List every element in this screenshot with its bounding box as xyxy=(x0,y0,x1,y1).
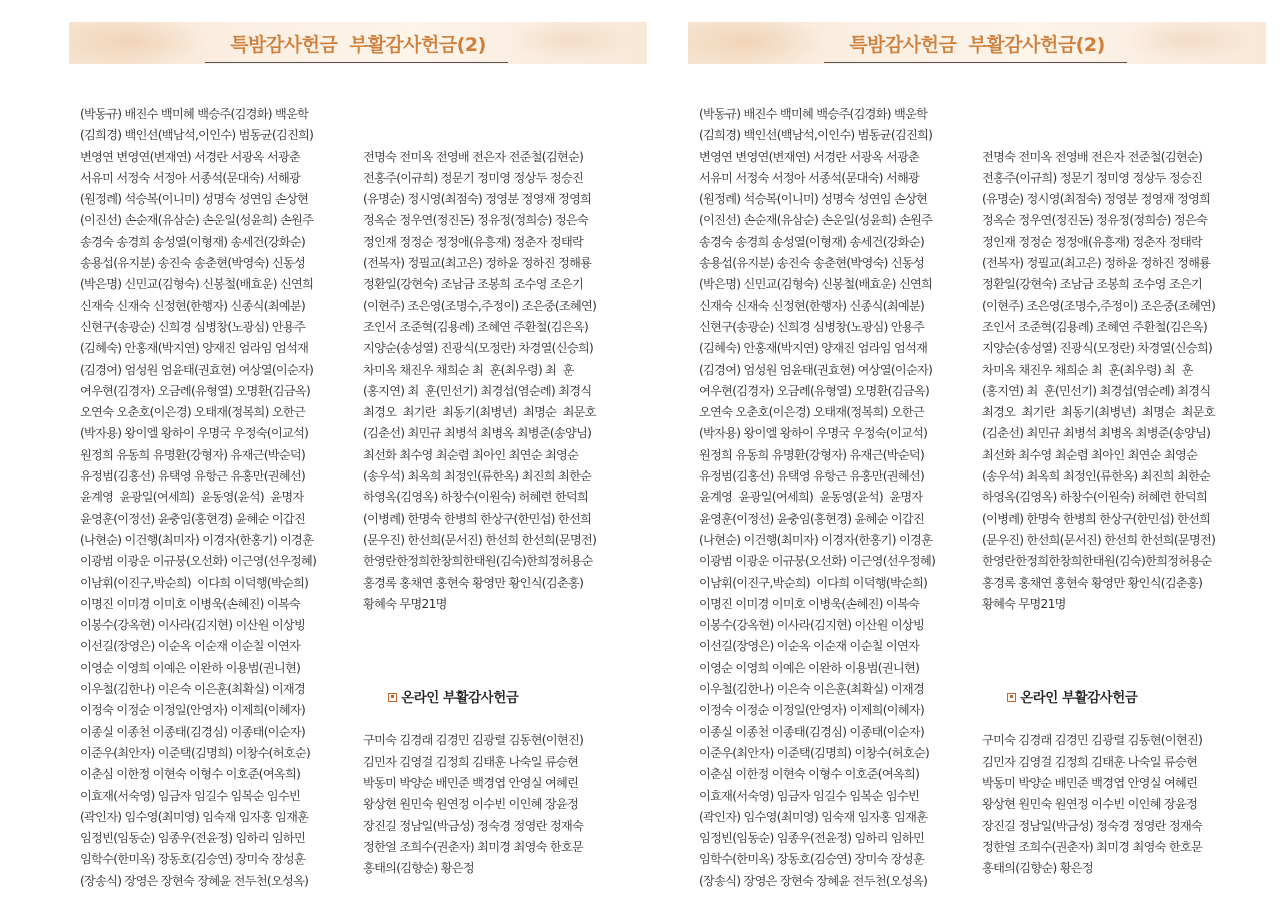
donor-line: (장송식) 장영은 장현숙 장혜윤 전두천(오성옥) xyxy=(699,873,928,888)
donor-line: 이종실 이종천 이종태(김경심) 이종태(이순자) xyxy=(80,724,306,739)
donor-line: 이효재(서숙영) 임금자 임길수 임복순 임수빈 xyxy=(699,788,920,803)
donor-line: 지양순(송성열) 진광식(모정란) 차경열(신승희) xyxy=(363,341,593,356)
donor-line: 이춘심 이한정 이현숙 이형수 이호준(여옥희) xyxy=(80,767,301,782)
donor-line: (홍지연) 최 훈(민선기) 최경섭(염순례) 최경식 xyxy=(982,383,1211,398)
donor-line: 여우현(김경자) 오금례(유형열) 오명환(김금옥) xyxy=(80,383,310,398)
donor-line: 이광범 이광운 이규붕(오선화) 이근영(선우정혜) xyxy=(80,554,317,569)
donor-line: 송경숙 송경희 송성열(이형재) 송세건(강화순) xyxy=(699,234,925,249)
donor-line: (원정례) 석승복(이니미) 성명숙 성연임 손상현 xyxy=(80,192,309,207)
donor-line: 왕상현 원민숙 원연정 이수빈 이인혜 장윤정 xyxy=(982,797,1198,812)
donor-line: 이선길(장영은) 이순옥 이순재 이순칠 이연자 xyxy=(80,639,301,654)
donor-line: 장진길 정남일(박금성) 정숙경 정영란 정재숙 xyxy=(363,818,584,833)
donor-line: 조인서 조준혁(김용례) 조혜연 주환철(김은옥) xyxy=(982,319,1208,334)
donor-line: 정한얼 조희수(권춘자) 최미경 최영숙 한호문 xyxy=(363,839,584,854)
donor-line: 유정범(김홍선) 유택영 유항근 유홍만(권혜선) xyxy=(80,469,306,484)
donor-list-left xyxy=(699,104,974,892)
donor-line: 변영연 변영연(변재연) 서경란 서광옥 서광춘 xyxy=(699,149,920,164)
donor-list-right xyxy=(982,104,1262,922)
donor-line: 유정범(김홍선) 유택영 유항근 유홍만(권혜선) xyxy=(699,469,925,484)
donor-line: 하영옥(김영옥) 하창수(이원숙) 허혜련 한덕희 xyxy=(363,490,589,505)
donor-line: (유명순) 정시영(최점숙) 정영분 정영재 정영희 xyxy=(982,192,1211,207)
donor-line: 정환일(강현숙) 조남금 조봉희 조수영 조은기 xyxy=(363,277,584,292)
donor-line: 지양순(송성열) 진광식(모정란) 차경열(신승희) xyxy=(982,341,1212,356)
donor-line: 이효재(서숙영) 임금자 임길수 임복순 임수빈 xyxy=(80,788,301,803)
donor-line: 윤계영 윤광일(여세희) 윤동영(윤석) 윤명자 xyxy=(699,490,923,505)
donor-line: (김춘선) 최민규 최병석 최병옥 최병준(송양님) xyxy=(363,426,592,441)
donor-line: 김민자 김영걸 김정희 김태훈 나숙일 류승현 xyxy=(363,754,579,769)
square-bullet-icon xyxy=(388,693,397,702)
title-underline xyxy=(205,62,508,63)
donor-line: 송경숙 송경희 송성열(이형재) 송세건(강화순) xyxy=(80,234,306,249)
donor-line: 차미옥 채진우 채희순 최 훈(최우령) 최 훈 xyxy=(363,362,574,377)
donor-line: 구미숙 김경래 김경민 김광렬 김동현(이현진) xyxy=(982,733,1203,748)
donor-line: 이영순 이영희 이예은 이완하 이용범(권니현) xyxy=(80,660,301,675)
donor-line: (박동규) 배진수 백미혜 백승주(김경화) 백운학 xyxy=(80,107,309,121)
donor-line: (홍지연) 최 훈(민선기) 최경섭(염순례) 최경식 xyxy=(363,383,592,398)
donor-line: 최경오 최기란 최동기(최병년) 최명순 최문호 xyxy=(363,405,596,420)
donor-line: 임학수(한미옥) 장동호(김승연) 장미숙 장성훈 xyxy=(699,852,925,867)
donor-line: 최선화 최수영 최순렴 최아인 최연순 최영순 xyxy=(363,447,579,462)
donor-line: 송용섭(유지분) 송진숙 송춘현(박영숙) 신동성 xyxy=(80,256,306,271)
donor-line: 정인재 정정순 정정애(유흥재) 정춘자 정태락 xyxy=(982,234,1203,249)
donor-line: 차미옥 채진우 채희순 최 훈(최우령) 최 훈 xyxy=(982,362,1193,377)
donor-line: 이남휘(이진구,박순희) 이다희 이덕행(박순희) xyxy=(80,575,309,590)
donor-line: 홍경록 홍채연 홍현숙 황영만 황인식(김춘홍) xyxy=(363,575,584,590)
donor-line: 원정희 유동희 유명환(강형자) 유재근(박순덕) xyxy=(80,447,306,462)
donor-line: 윤영훈(이정선) 윤충임(홍현경) 윤혜순 이갑진 xyxy=(699,511,925,526)
donor-line: 오연숙 오춘호(이은경) 오태재(정복희) 오한근 xyxy=(699,405,925,420)
donor-line: 이춘심 이한정 이현숙 이형수 이호준(여옥희) xyxy=(699,767,920,782)
donor-line: 이명진 이미경 이미호 이병욱(손혜진) 이복숙 xyxy=(699,596,920,611)
donor-line: 정환일(강현숙) 조남금 조봉희 조수영 조은기 xyxy=(982,277,1203,292)
donor-line: 이영순 이영희 이예은 이완하 이용범(권니현) xyxy=(699,660,920,675)
donor-line: 김민자 김영걸 김정희 김태훈 나숙일 류승현 xyxy=(982,754,1198,769)
donor-line: (유명순) 정시영(최점숙) 정영분 정영재 정영희 xyxy=(363,192,592,207)
online-offering-title: 온라인 부활감사헌금 xyxy=(1020,689,1138,706)
donor-line: 전명숙 전미옥 전영배 전은자 전준철(김현순) xyxy=(363,149,584,164)
donor-line: 한영란한정희한창희한태원(김숙)한희정허용순 xyxy=(363,554,593,569)
donor-line: 홍태의(김향순) 황은정 xyxy=(363,861,474,876)
donor-line: 윤계영 윤광일(여세희) 윤동영(윤석) 윤명자 xyxy=(80,490,304,505)
donor-line: (장송식) 장영은 장현숙 장혜윤 전두천(오성옥) xyxy=(80,873,309,888)
donor-line: 서유미 서정숙 서정아 서종석(문대숙) 서해광 xyxy=(699,170,920,185)
donor-line: 임학수(한미옥) 장동호(김승연) 장미숙 장성훈 xyxy=(80,852,306,867)
donor-list-left xyxy=(80,104,355,892)
online-offering-heading xyxy=(363,661,643,706)
donor-line: 박동미 박양순 배민준 백경엽 안영실 여혜린 xyxy=(363,775,579,790)
title-banner xyxy=(69,22,647,64)
title-underline xyxy=(824,62,1127,63)
donor-line: (전복자) 정필교(최고은) 정하윤 정하진 정해룡 xyxy=(363,256,592,271)
donor-line: (이진선) 손순재(유삼순) 손운일(성윤희) 손원주 xyxy=(80,213,314,228)
donor-line: 여우현(김경자) 오금례(유형열) 오명환(김금옥) xyxy=(699,383,929,398)
donor-line: 임정빈(임동순) 임종우(전윤정) 임하리 임하민 xyxy=(699,831,925,846)
donor-line: (곽인자) 임수영(최미영) 임숙재 임자홍 임재훈 xyxy=(80,809,309,824)
donor-line: 최선화 최수영 최순렴 최아인 최연순 최영순 xyxy=(982,447,1198,462)
donor-line: 이준우(최안자) 이준택(김명희) 이창수(허호순) xyxy=(699,745,929,760)
donor-line: (이현주) 조은영(조명수,주정이) 조은중(조혜연) xyxy=(982,298,1216,313)
donor-line: 전홍주(이규희) 정문기 정미영 정상두 정승진 xyxy=(982,170,1203,185)
donor-line: 전명숙 전미옥 전영배 전은자 전준철(김현순) xyxy=(982,149,1203,164)
donor-line: 전홍주(이규희) 정문기 정미영 정상두 정승진 xyxy=(363,170,584,185)
donor-line: 하영옥(김영옥) 하창수(이원숙) 허혜련 한덕희 xyxy=(982,490,1208,505)
donor-line: 이선길(장영은) 이순옥 이순재 이순칠 이연자 xyxy=(699,639,920,654)
donor-line: 이종실 이종천 이종태(김경심) 이종태(이순자) xyxy=(699,724,925,739)
donor-line: (박자용) 왕이엘 왕하이 우명국 우정숙(이교석) xyxy=(699,426,928,441)
donor-line: (문우진) 한선희(문서진) 한선희 한선희(문명전) xyxy=(363,532,597,547)
donor-line: (김희경) 백인선(백남석,이인수) 범동균(김진희) xyxy=(699,128,933,143)
donor-line: (이병례) 한명숙 한병희 한상구(한민섭) 한선희 xyxy=(363,511,592,526)
online-donor-list xyxy=(982,730,1262,879)
donor-line: 이남휘(이진구,박순희) 이다희 이덕행(박순희) xyxy=(699,575,928,590)
donor-line: 장진길 정남일(박금성) 정숙경 정영란 정재숙 xyxy=(982,818,1203,833)
donor-line: 신재숙 신재숙 신정현(한행자) 신종식(최예분) xyxy=(699,298,925,313)
donor-line: 조인서 조준혁(김용례) 조혜연 주환철(김은옥) xyxy=(363,319,589,334)
donor-line: (김혜숙) 안홍재(박지연) 양재진 엄라임 엄석재 xyxy=(699,341,928,356)
page-right xyxy=(688,0,1266,909)
donor-line: 원정희 유동희 유명환(강형자) 유재근(박순덕) xyxy=(699,447,925,462)
donor-line: (박은명) 신민교(김형숙) 신봉철(배효운) 신연희 xyxy=(699,277,933,292)
online-offering-title: 온라인 부활감사헌금 xyxy=(401,689,519,706)
donor-line: 홍경록 홍채연 홍현숙 황영만 황인식(김춘홍) xyxy=(982,575,1203,590)
donor-line: (김경여) 엄성원 엄윤태(권효현) 여상열(이순자) xyxy=(80,362,314,377)
donor-line: 이광범 이광운 이규붕(오선화) 이근영(선우정혜) xyxy=(699,554,936,569)
donor-line: 이봉수(강옥현) 이사라(김지현) 이산원 이상빙 xyxy=(699,618,925,633)
donor-line: (김혜숙) 안홍재(박지연) 양재진 엄라임 엄석재 xyxy=(80,341,309,356)
donor-line: 이우철(김한나) 이은숙 이은훈(최확실) 이재경 xyxy=(699,682,925,697)
donor-line: 이정숙 이정순 이정일(안영자) 이제희(이혜자) xyxy=(80,703,306,718)
donor-line: (나현순) 이건행(최미자) 이경자(한홍기) 이경훈 xyxy=(699,532,933,547)
donor-line: 정한얼 조희수(권춘자) 최미경 최영숙 한호문 xyxy=(982,839,1203,854)
donor-line: 정인재 정정순 정정애(유흥재) 정춘자 정태락 xyxy=(363,234,584,249)
donor-line: 최경오 최기란 최동기(최병년) 최명순 최문호 xyxy=(982,405,1215,420)
donor-list-right-lines xyxy=(982,147,1262,616)
donor-line: 이준우(최안자) 이준택(김명희) 이창수(허호순) xyxy=(80,745,310,760)
donor-line: (송우석) 최옥희 최정인(류한옥) 최진희 최한순 xyxy=(982,469,1211,484)
donor-list-right xyxy=(363,104,643,922)
donor-line: 한영란한정희한창희한태원(김숙)한희정허용순 xyxy=(982,554,1212,569)
donor-line: 황혜숙 무명21명 xyxy=(982,596,1066,611)
donor-line: (박자용) 왕이엘 왕하이 우명국 우정숙(이교석) xyxy=(80,426,309,441)
page-left xyxy=(69,0,647,909)
online-donor-list xyxy=(363,730,643,879)
donor-line: 오연숙 오춘호(이은경) 오태재(정복희) 오한근 xyxy=(80,405,306,420)
donor-line: (원정례) 석승복(이니미) 성명숙 성연임 손상현 xyxy=(699,192,928,207)
donor-line: (이진선) 손순재(유삼순) 손운일(성윤희) 손원주 xyxy=(699,213,933,228)
donor-line: 왕상현 원민숙 원연정 이수빈 이인혜 장윤정 xyxy=(363,797,579,812)
donor-line: 이명진 이미경 이미호 이병욱(손혜진) 이복숙 xyxy=(80,596,301,611)
donor-line: 구미숙 김경래 김경민 김광렬 김동현(이현진) xyxy=(363,733,584,748)
donor-line: (문우진) 한선희(문서진) 한선희 한선희(문명전) xyxy=(982,532,1216,547)
donor-line: (박은명) 신민교(김형숙) 신봉철(배효운) 신연희 xyxy=(80,277,314,292)
donor-line: (곽인자) 임수영(최미영) 임숙재 임자홍 임재훈 xyxy=(699,809,928,824)
donor-line: 송용섭(유지분) 송진숙 송춘현(박영숙) 신동성 xyxy=(699,256,925,271)
donor-line: (김희경) 백인선(백남석,이인수) 범동균(김진희) xyxy=(80,128,314,143)
donor-line: (김춘선) 최민규 최병석 최병옥 최병준(송양님) xyxy=(982,426,1211,441)
donor-line: 이우철(김한나) 이은숙 이은훈(최확실) 이재경 xyxy=(80,682,306,697)
donor-line: 이봉수(강옥현) 이사라(김지현) 이산원 이상빙 xyxy=(80,618,306,633)
donor-line: 윤영훈(이정선) 윤충임(홍현경) 윤혜순 이갑진 xyxy=(80,511,306,526)
donor-line: (김경여) 엄성원 엄윤태(권효현) 여상열(이순자) xyxy=(699,362,933,377)
donor-line: (전복자) 정필교(최고은) 정하윤 정하진 정해룡 xyxy=(982,256,1211,271)
online-offering-heading xyxy=(982,661,1262,706)
donor-line: 신재숙 신재숙 신정현(한행자) 신종식(최예분) xyxy=(80,298,306,313)
donor-line: 변영연 변영연(변재연) 서경란 서광옥 서광춘 xyxy=(80,149,301,164)
donor-line: 정옥순 정우연(정진돈) 정유정(정희승) 정은숙 xyxy=(363,213,589,228)
donor-line: 홍태의(김향순) 황은정 xyxy=(982,861,1093,876)
donor-line: (이병례) 한명숙 한병희 한상구(한민섭) 한선희 xyxy=(982,511,1211,526)
donor-line: 신현구(송광순) 신희경 심병창(노광심) 안용주 xyxy=(699,319,925,334)
donor-line: 황혜숙 무명21명 xyxy=(363,596,447,611)
donor-line: (박동규) 배진수 백미혜 백승주(김경화) 백운학 xyxy=(699,107,928,121)
donor-line: 정옥순 정우연(정진돈) 정유정(정희승) 정은숙 xyxy=(982,213,1208,228)
donor-line: (이현주) 조은영(조명수,주정이) 조은중(조혜연) xyxy=(363,298,597,313)
title-banner xyxy=(688,22,1266,64)
donor-line: (나현순) 이건행(최미자) 이경자(한홍기) 이경훈 xyxy=(80,532,314,547)
page-title: 특밤감사헌금 부활감사헌금(2) xyxy=(849,34,1105,56)
donor-line: 신현구(송광순) 신희경 심병창(노광심) 안용주 xyxy=(80,319,306,334)
donor-line: 박동미 박양순 배민준 백경엽 안영실 여혜린 xyxy=(982,775,1198,790)
donor-line: 서유미 서정숙 서정아 서종석(문대숙) 서해광 xyxy=(80,170,301,185)
donor-line: 임정빈(임동순) 임종우(전윤정) 임하리 임하민 xyxy=(80,831,306,846)
donor-line: 이정숙 이정순 이정일(안영자) 이제희(이혜자) xyxy=(699,703,925,718)
donor-list-right-lines xyxy=(363,147,643,616)
page-title: 특밤감사헌금 부활감사헌금(2) xyxy=(230,34,486,56)
square-bullet-icon xyxy=(1007,693,1016,702)
donor-line: (송우석) 최옥희 최정인(류한옥) 최진희 최한순 xyxy=(363,469,592,484)
